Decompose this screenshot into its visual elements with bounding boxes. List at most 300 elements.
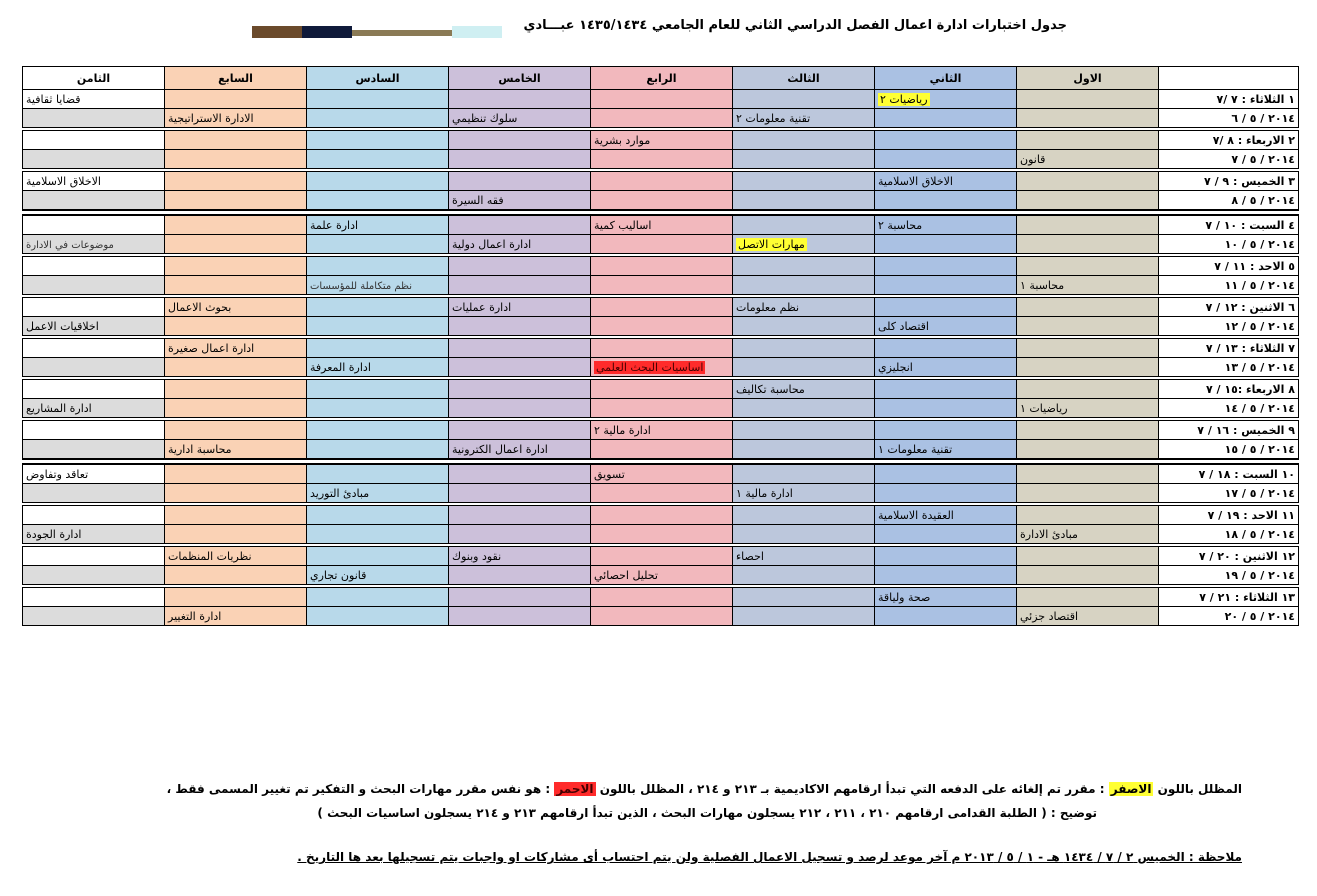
exam-cell [307, 276, 449, 295]
exam-course: رياضيات ١ [1020, 401, 1068, 415]
exam-cell [307, 566, 449, 585]
exam-cell [307, 525, 449, 544]
note-deadline: ملاحظة : الخميس ٢ / ٧ / ١٤٣٤ هـ - ١ / ٥ / ٢٠١٣ م آخر موعد لرصد و تسجيل الاعمال الفصلية ولن يتم احتساب أى مشاركات او واجبات يتم تسجيلها بعد ها التاريخ . [297, 850, 1242, 864]
exam-cell [449, 276, 591, 295]
exam-cell [23, 150, 165, 169]
exam-cell [1017, 440, 1159, 460]
exam-cell [165, 358, 307, 377]
exam-cell [875, 235, 1017, 254]
exam-cell [23, 380, 165, 399]
exam-course: موضوعات في الادارة [26, 239, 114, 251]
exam-cell [1017, 547, 1159, 566]
exam-course: ادارة مالية ٢ [594, 423, 651, 437]
exam-cell [307, 380, 449, 399]
exam-cell [733, 380, 875, 399]
exam-cell [165, 547, 307, 566]
exam-cell [591, 276, 733, 295]
exam-cell [165, 276, 307, 295]
note-legend-text: المظلل باللون [1157, 782, 1242, 796]
schedule-row [23, 90, 1299, 109]
exam-cell [875, 506, 1017, 525]
exam-cell [591, 607, 733, 626]
exam-course: صحة ولياقة [878, 590, 931, 604]
exam-cell [23, 235, 165, 254]
exam-cell [875, 109, 1017, 128]
exam-cell [733, 588, 875, 607]
note-legend-text: : هو نفس مقرر مهارات البحث و التفكير تم تغيير المسمى فقط ، [166, 782, 551, 796]
exam-cell [1017, 588, 1159, 607]
schedule-row [23, 399, 1299, 418]
exam-cell [23, 399, 165, 418]
schedule-row [23, 421, 1299, 440]
day-date: ٢٠١٤ / ٥ / ٧ [1159, 150, 1299, 169]
header-cell-first: الاول [1017, 67, 1159, 90]
exam-cell [875, 440, 1017, 460]
exam-course: اساليب كمية [594, 218, 652, 232]
day-date: ٢٠١٤ / ٥ / ١٣ [1159, 358, 1299, 377]
exam-cell [307, 191, 449, 211]
exam-cell [875, 257, 1017, 276]
page-title: جدول اختبارات ادارة اعمال الفصل الدراسي الثاني للعام الجامعي ١٤٣٥/١٤٣٤ عبـــادي [523, 18, 1067, 33]
exam-cell [165, 440, 307, 460]
exam-cell [875, 191, 1017, 211]
exam-cell [875, 298, 1017, 317]
exam-course: اساسيات البحث العلمي [596, 360, 704, 374]
exam-cell [1017, 506, 1159, 525]
exam-schedule-table [22, 66, 1299, 626]
exam-cell [23, 506, 165, 525]
exam-cell [165, 339, 307, 358]
exam-cell [875, 276, 1017, 295]
exam-cell [449, 131, 591, 150]
schedule-row [23, 339, 1299, 358]
exam-cell [23, 525, 165, 544]
exam-cell [875, 566, 1017, 585]
yellow-highlight-label: الاصفر [1110, 782, 1152, 796]
exam-cell [165, 150, 307, 169]
exam-cell [733, 150, 875, 169]
exam-cell [591, 506, 733, 525]
exam-cell [449, 380, 591, 399]
exam-cell [307, 109, 449, 128]
exam-cell [307, 399, 449, 418]
exam-cell [1017, 358, 1159, 377]
exam-cell [307, 235, 449, 254]
exam-course: الاخلاق الاسلامية [26, 174, 101, 188]
exam-cell [307, 547, 449, 566]
exam-cell [733, 464, 875, 484]
exam-cell [165, 191, 307, 211]
exam-cell [23, 464, 165, 484]
exam-cell [23, 588, 165, 607]
exam-cell [591, 399, 733, 418]
exam-course: فقه السيرة [452, 193, 504, 207]
exam-course: ادارة الجودة [26, 527, 82, 541]
exam-cell [449, 547, 591, 566]
exam-cell [591, 257, 733, 276]
exam-cell [591, 358, 733, 377]
exam-cell [591, 440, 733, 460]
exam-cell [307, 172, 449, 191]
day-date: ٢٠١٤ / ٥ / ١٨ [1159, 525, 1299, 544]
exam-cell [1017, 464, 1159, 484]
exam-cell [733, 109, 875, 128]
schedule-row [23, 215, 1299, 235]
exam-cell [591, 109, 733, 128]
schedule-row [23, 506, 1299, 525]
schedule-row [23, 607, 1299, 626]
exam-cell [23, 484, 165, 503]
exam-cell [23, 257, 165, 276]
exam-cell [449, 191, 591, 211]
exam-cell [165, 588, 307, 607]
exam-cell [875, 358, 1017, 377]
day-date: ٢٠١٤ / ٥ / ١٩ [1159, 566, 1299, 585]
exam-cell [875, 339, 1017, 358]
day-label: ١٠ السبت : ١٨ / ٧ [1159, 464, 1299, 484]
exam-cell [1017, 380, 1159, 399]
day-label: ١٢ الاثنين : ٢٠ / ٧ [1159, 547, 1299, 566]
exam-course: مبادئ الادارة [1020, 527, 1078, 541]
exam-cell [307, 90, 449, 109]
day-date: ٢٠١٤ / ٥ / ١٥ [1159, 440, 1299, 460]
exam-cell [875, 484, 1017, 503]
exam-course: ادارة علمة [310, 218, 359, 232]
schedule-row [23, 588, 1299, 607]
exam-cell [733, 421, 875, 440]
exam-cell [307, 317, 449, 336]
day-date: ٢٠١٤ / ٥ / ١٢ [1159, 317, 1299, 336]
exam-course: محاسبة ٢ [878, 218, 923, 232]
exam-cell [591, 339, 733, 358]
schedule-row [23, 380, 1299, 399]
exam-course: تقنية معلومات ٢ [736, 111, 811, 125]
exam-cell [449, 566, 591, 585]
exam-course: الاخلاق الاسلامية [878, 174, 953, 188]
schedule-row [23, 547, 1299, 566]
exam-cell [1017, 317, 1159, 336]
schedule-row [23, 464, 1299, 484]
exam-cell [591, 191, 733, 211]
exam-cell [733, 547, 875, 566]
exam-cell [449, 257, 591, 276]
note-legend-text: : مقرر تم إلغائه على الدفعه التي تبدأ ارقامهم الاكاديمية بـ ٢١٣ و ٢١٤ ، المظلل باللون [599, 782, 1105, 796]
day-label: ١٣ الثلاثاء : ٢١ / ٧ [1159, 588, 1299, 607]
exam-cell [591, 484, 733, 503]
exam-course: تعاقد وتفاوض [26, 467, 89, 481]
exam-cell [875, 150, 1017, 169]
exam-cell [1017, 298, 1159, 317]
exam-course: محاسبة ١ [1020, 278, 1065, 292]
exam-cell [449, 298, 591, 317]
exam-cell [307, 298, 449, 317]
exam-cell [23, 547, 165, 566]
exam-cell [733, 607, 875, 626]
schedule-row [23, 257, 1299, 276]
exam-course: ادارة اعمال دولية [452, 237, 532, 251]
exam-course: تسويق [594, 467, 625, 481]
exam-cell [165, 298, 307, 317]
exam-cell [1017, 421, 1159, 440]
exam-cell [591, 547, 733, 566]
exam-cell [449, 464, 591, 484]
decorative-bar [452, 26, 502, 38]
exam-cell [591, 464, 733, 484]
exam-cell [733, 191, 875, 211]
note-legend [167, 782, 1242, 796]
exam-cell [307, 440, 449, 460]
decorative-bar [302, 26, 352, 38]
day-label: ٤ السبت : ١٠ / ٧ [1159, 215, 1299, 235]
exam-cell [23, 317, 165, 336]
exam-cell [449, 235, 591, 254]
exam-course: ادارة عمليات [452, 300, 512, 314]
exam-cell [1017, 607, 1159, 626]
schedule-row [23, 566, 1299, 585]
exam-cell [23, 172, 165, 191]
exam-cell [307, 421, 449, 440]
exam-cell [23, 90, 165, 109]
exam-cell [23, 215, 165, 235]
exam-cell [449, 421, 591, 440]
exam-cell [591, 172, 733, 191]
day-date: ٢٠١٤ / ٥ / ١١ [1159, 276, 1299, 295]
exam-course: تقنية معلومات ١ [878, 442, 953, 456]
exam-cell [591, 380, 733, 399]
exam-cell [733, 484, 875, 503]
day-label: ٩ الخميس : ١٦ / ٧ [1159, 421, 1299, 440]
red-highlight-label: الاحمر [556, 782, 594, 796]
header-cell-empty [1159, 67, 1299, 90]
exam-cell [23, 276, 165, 295]
header-cell-seventh: السابع [165, 67, 307, 90]
exam-cell [165, 172, 307, 191]
exam-cell [733, 358, 875, 377]
exam-cell [307, 215, 449, 235]
schedule-row [23, 150, 1299, 169]
day-label: ٣ الخميس : ٩ / ٧ [1159, 172, 1299, 191]
exam-cell [449, 90, 591, 109]
day-date: ٢٠١٤ / ٥ / ١٠ [1159, 235, 1299, 254]
exam-cell [875, 90, 1017, 109]
exam-cell [1017, 339, 1159, 358]
exam-cell [449, 215, 591, 235]
note-explanation: توضيح : ( الطلبة القدامى ارقامهم ٢١٠ ، ٢١١ ، ٢١٢ يسجلون مهارات البحث ، الذين تبدأ ارقامهم ٢١٣ و ٢١٤ يسجلون اساسيات البحث ) [317, 806, 1097, 820]
exam-cell [733, 257, 875, 276]
schedule-row [23, 440, 1299, 460]
exam-cell [1017, 276, 1159, 295]
exam-cell [591, 525, 733, 544]
exam-course: انجليزي [878, 360, 913, 374]
day-label: ٥ الاحد : ١١ / ٧ [1159, 257, 1299, 276]
exam-cell [875, 464, 1017, 484]
exam-cell [875, 547, 1017, 566]
exam-cell [165, 131, 307, 150]
exam-course: مهارات الاتصل [738, 237, 805, 251]
exam-course: اخلاقيات الاعمل [26, 319, 99, 333]
exam-cell [307, 257, 449, 276]
exam-cell [165, 484, 307, 503]
exam-cell [165, 380, 307, 399]
exam-cell [449, 607, 591, 626]
exam-course: العقيدة الاسلامية [878, 508, 954, 522]
exam-cell [1017, 172, 1159, 191]
exam-cell [591, 235, 733, 254]
exam-cell [165, 399, 307, 418]
exam-cell [875, 172, 1017, 191]
exam-cell [23, 109, 165, 128]
exam-cell [307, 506, 449, 525]
exam-cell [875, 525, 1017, 544]
exam-cell [23, 421, 165, 440]
exam-cell [165, 257, 307, 276]
exam-cell [449, 172, 591, 191]
day-date: ٢٠١٤ / ٥ / ٨ [1159, 191, 1299, 211]
exam-cell [449, 525, 591, 544]
exam-course: سلوك تنظيمي [452, 111, 518, 125]
exam-cell [875, 399, 1017, 418]
exam-course: بحوث الاعمال [168, 300, 232, 314]
exam-cell [23, 339, 165, 358]
day-date: ٢٠١٤ / ٥ / ٦ [1159, 109, 1299, 128]
exam-cell [733, 399, 875, 418]
schedule-row [23, 109, 1299, 128]
exam-cell [165, 215, 307, 235]
exam-cell [165, 525, 307, 544]
exam-cell [733, 339, 875, 358]
exam-cell [591, 588, 733, 607]
exam-course: نظم متكاملة للمؤسسات [310, 280, 413, 292]
day-label: ١ الثلاثاء : ٧ /٧ [1159, 90, 1299, 109]
header-cell-sixth: السادس [307, 67, 449, 90]
day-date: ٢٠١٤ / ٥ / ١٧ [1159, 484, 1299, 503]
exam-cell [23, 440, 165, 460]
exam-cell [591, 131, 733, 150]
exam-course: ادارة اعمال صغيرة [168, 341, 255, 355]
day-date: ٢٠١٤ / ٥ / ٢٠ [1159, 607, 1299, 626]
exam-course: ادارة المعرفة [310, 360, 371, 374]
exam-cell [307, 484, 449, 503]
exam-cell [449, 109, 591, 128]
decorative-bar [252, 26, 302, 38]
exam-cell [1017, 90, 1159, 109]
day-label: ٨ الاربعاء :١٥ / ٧ [1159, 380, 1299, 399]
exam-cell [165, 607, 307, 626]
exam-cell [449, 317, 591, 336]
exam-cell [591, 150, 733, 169]
exam-cell [1017, 235, 1159, 254]
exam-course: تحليل احصائي [594, 568, 658, 582]
exam-cell [307, 358, 449, 377]
header-cell-eighth: الثامن [23, 67, 165, 90]
exam-cell [449, 339, 591, 358]
day-label: ٢ الاربعاء : ٨ /٧ [1159, 131, 1299, 150]
exam-cell [875, 215, 1017, 235]
header-cell-fifth: الخامس [449, 67, 591, 90]
exam-course: ادارة التغيير [168, 609, 222, 623]
exam-cell [591, 421, 733, 440]
exam-cell [449, 588, 591, 607]
exam-cell [307, 588, 449, 607]
header-cell-fourth: الرابع [591, 67, 733, 90]
header-cell-second: الثاني [875, 67, 1017, 90]
exam-cell [733, 525, 875, 544]
schedule-row [23, 131, 1299, 150]
exam-cell [733, 172, 875, 191]
exam-course: رياضيات ٢ [880, 92, 928, 106]
exam-cell [1017, 109, 1159, 128]
exam-course: اقتصاد جزئي [1020, 609, 1079, 623]
exam-course: ادارة المشاريع [26, 401, 92, 415]
exam-cell [733, 276, 875, 295]
exam-cell [1017, 215, 1159, 235]
exam-course: اقتصاد كلى [878, 319, 929, 333]
exam-cell [307, 150, 449, 169]
exam-cell [449, 506, 591, 525]
exam-cell [733, 506, 875, 525]
exam-course: احصاء [736, 549, 764, 563]
exam-cell [165, 317, 307, 336]
exam-cell [875, 607, 1017, 626]
exam-cell [449, 484, 591, 503]
decorative-bar [352, 30, 452, 36]
exam-cell [23, 131, 165, 150]
exam-cell [733, 131, 875, 150]
exam-cell [307, 131, 449, 150]
exam-cell [165, 464, 307, 484]
exam-cell [449, 399, 591, 418]
exam-course: قانون [1020, 152, 1046, 166]
exam-cell [165, 235, 307, 254]
schedule-row [23, 484, 1299, 503]
exam-cell [733, 566, 875, 585]
exam-cell [1017, 566, 1159, 585]
exam-cell [1017, 484, 1159, 503]
exam-cell [307, 464, 449, 484]
exam-course: الادارة الاستراتيجية [168, 111, 254, 125]
day-label: ١١ الاحد : ١٩ / ٧ [1159, 506, 1299, 525]
exam-cell [875, 588, 1017, 607]
exam-cell [307, 339, 449, 358]
exam-cell [733, 298, 875, 317]
exam-course: ادارة مالية ١ [736, 486, 793, 500]
exam-cell [875, 317, 1017, 336]
exam-cell [591, 215, 733, 235]
exam-cell [23, 358, 165, 377]
exam-cell [23, 191, 165, 211]
exam-cell [733, 235, 875, 254]
exam-cell [1017, 257, 1159, 276]
exam-cell [23, 566, 165, 585]
schedule-row [23, 235, 1299, 254]
exam-cell [875, 131, 1017, 150]
exam-cell [1017, 525, 1159, 544]
exam-course: نظريات المنظمات [168, 549, 252, 563]
exam-course: محاسبة ادارية [168, 442, 232, 456]
exam-cell [875, 421, 1017, 440]
exam-cell [591, 90, 733, 109]
exam-course: موارد بشرية [594, 133, 651, 147]
exam-course: ادارة اعمال الكترونية [452, 442, 548, 456]
day-label: ٧ الثلاثاء : ١٣ / ٧ [1159, 339, 1299, 358]
exam-cell [23, 607, 165, 626]
exam-course: نظم معلومات [736, 300, 800, 314]
day-date: ٢٠١٤ / ٥ / ١٤ [1159, 399, 1299, 418]
exam-cell [449, 150, 591, 169]
exam-course: محاسبة تكاليف [736, 382, 805, 396]
exam-cell [733, 215, 875, 235]
exam-cell [1017, 150, 1159, 169]
